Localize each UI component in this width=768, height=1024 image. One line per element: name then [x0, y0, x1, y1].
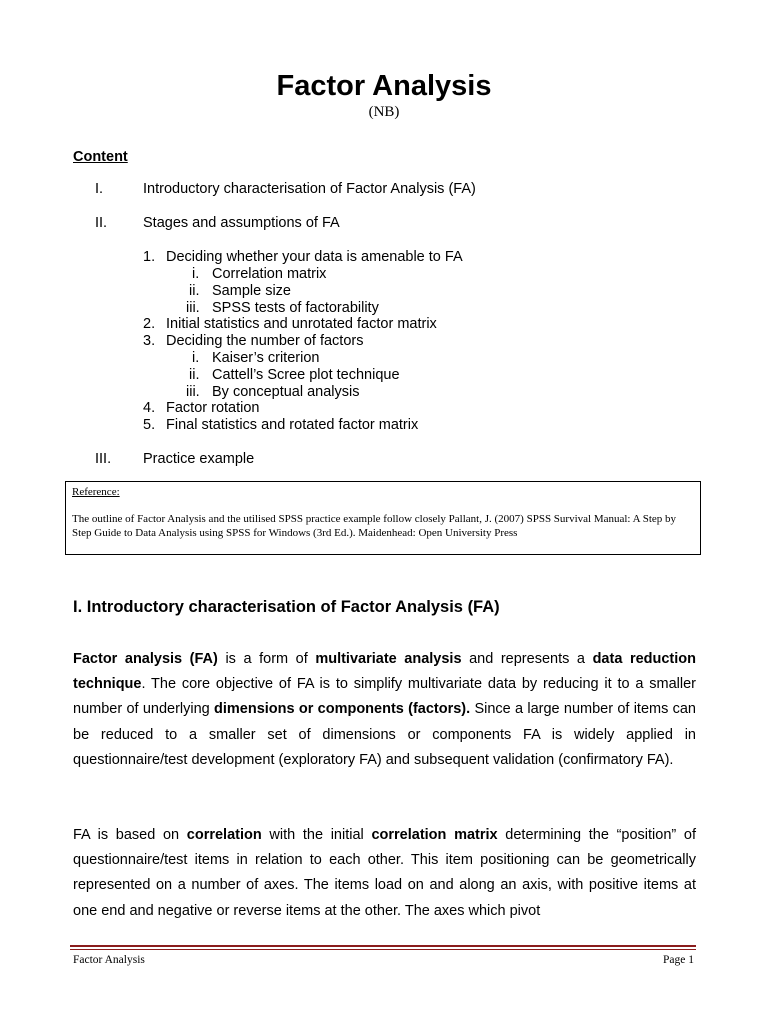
bold-term: correlation matrix — [371, 827, 498, 843]
section-heading: I. Introductory characterisation of Factor Analysis (FA) — [73, 598, 500, 616]
toc-item: Factor rotation — [166, 400, 260, 416]
toc-item: Introductory characterisation of Factor Analysis (FA) — [143, 181, 476, 197]
reference-text: The outline of Factor Analysis and the utilised SPSS practice example follow closely Pallant, J. (2007) SPSS Survival Manual: A Step by Step Guide to Data Analysis using SPSS for Windows (3rd Ed.). Maidenhead: Open University Press — [72, 513, 677, 539]
toc-num: 3. — [143, 333, 156, 349]
toc-item: Cattell’s Scree plot technique — [212, 367, 400, 383]
toc-num: 4. — [143, 400, 156, 416]
bold-term: multivariate analysis — [315, 651, 462, 667]
toc-num: 5. — [143, 417, 156, 433]
content-heading: Content — [73, 149, 128, 165]
toc-num: 1. — [143, 249, 156, 265]
bold-term: Factor analysis (FA) — [73, 651, 218, 667]
text-run: Since a large number of items can be reduced to a smaller set of dimensions or components FA is widely applied in questionnaire/test development (exploratory FA) and subsequent validation (confirmatory FA). — [73, 701, 696, 768]
toc-item: Deciding whether your data is amenable to FA — [166, 249, 463, 265]
toc-item: Deciding the number of factors — [166, 333, 364, 349]
text-run: with the initial — [261, 827, 372, 843]
toc-num: iii. — [186, 384, 200, 400]
toc-item: Practice example — [143, 451, 255, 467]
toc-item: SPSS tests of factorability — [212, 300, 379, 316]
toc-num: iii. — [186, 300, 200, 316]
page-number: Page 1 — [663, 954, 694, 966]
toc-num: ii. — [189, 283, 200, 299]
toc-item: Sample size — [212, 283, 291, 299]
text-run: FA is based on — [73, 827, 187, 843]
toc-num: 2. — [143, 316, 156, 332]
toc-num: i. — [192, 266, 200, 282]
paragraph-1 — [73, 647, 696, 773]
footer-title: Factor Analysis — [73, 954, 145, 966]
toc-item: Initial statistics and unrotated factor matrix — [166, 316, 437, 332]
text-run: determining the “position” of questionnaire/test items in relation to each other. This item positioning can be geometrically represented on a number of axes. The items load on and along an axis, with positive items at one end and negative or reverse items at the other. The axes which pivot — [73, 827, 696, 919]
text-run: . The core objective of FA is to simplify multivariate data by reducing it to a smaller number of underlying — [73, 676, 696, 718]
text-run: and represents a — [461, 651, 593, 667]
toc-item: Final statistics and rotated factor matrix — [166, 417, 419, 433]
reference-label: Reference: — [72, 486, 120, 498]
document-subtitle: (NB) — [368, 104, 400, 120]
toc-item: Kaiser’s criterion — [212, 350, 320, 366]
reference-box — [65, 481, 701, 555]
text-run: is a form of — [217, 651, 316, 667]
footer-rule-thin — [70, 949, 696, 950]
bold-term: dimensions or components (factors). — [214, 701, 471, 718]
toc-num: ii. — [189, 367, 200, 383]
toc-item: Stages and assumptions of FA — [143, 215, 340, 231]
document-title: Factor Analysis — [276, 70, 492, 102]
bold-term: data reduction technique — [73, 651, 696, 693]
toc-num: i. — [192, 350, 200, 366]
toc-item: By conceptual analysis — [212, 384, 360, 400]
footer-rule — [70, 945, 696, 947]
toc-num: II. — [95, 215, 108, 231]
toc-num: III. — [95, 451, 112, 467]
toc-item: Correlation matrix — [212, 266, 327, 282]
toc-num: I. — [95, 181, 104, 197]
bold-term: correlation — [186, 827, 262, 843]
paragraph-2 — [73, 823, 696, 924]
